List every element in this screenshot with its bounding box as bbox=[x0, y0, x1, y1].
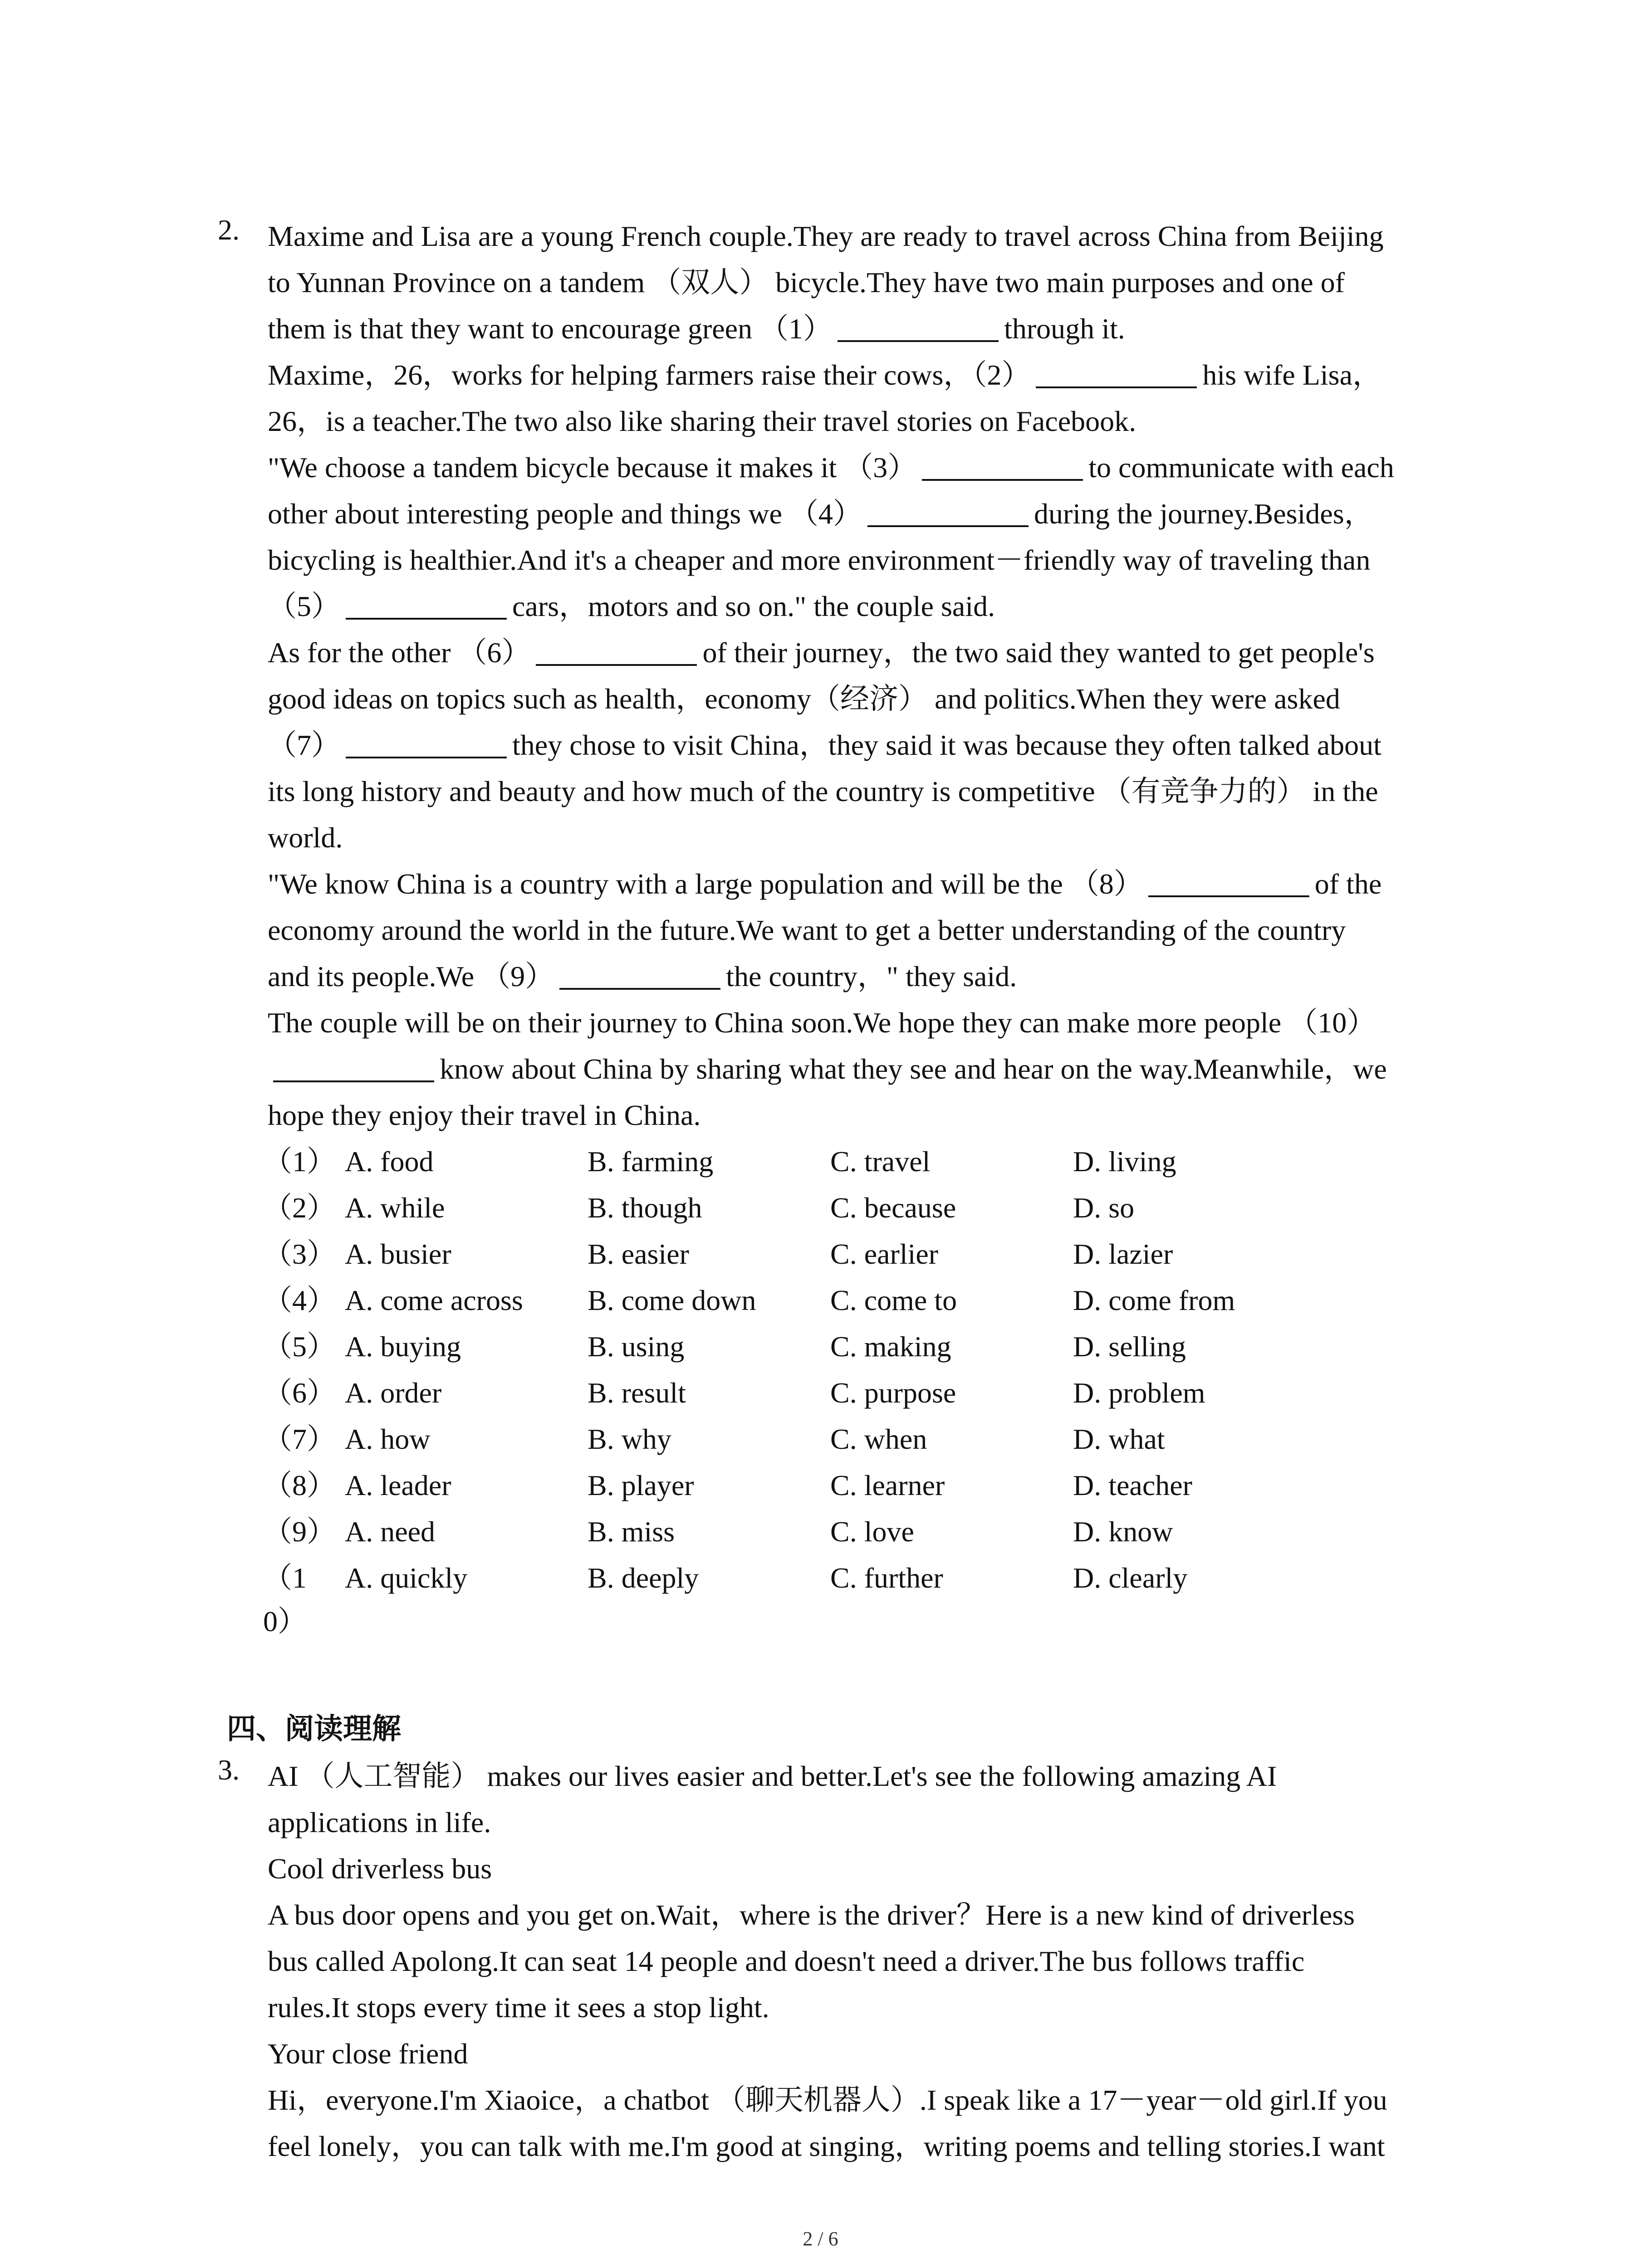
passage-line bbox=[268, 537, 1470, 583]
option-a[interactable]: A. quickly bbox=[345, 1562, 468, 1594]
passage-text: through it. bbox=[1004, 313, 1125, 345]
option-row bbox=[263, 1185, 1470, 1231]
passage-line bbox=[268, 491, 1470, 537]
passage-line bbox=[268, 630, 1470, 676]
option-row bbox=[263, 1370, 1470, 1416]
option-number: （1 bbox=[263, 1562, 307, 1594]
option-row bbox=[263, 1555, 1470, 1637]
passage-line bbox=[268, 213, 1470, 259]
option-c[interactable]: C. earlier bbox=[830, 1238, 939, 1270]
option-d[interactable]: D. living bbox=[1073, 1145, 1176, 1178]
option-row bbox=[263, 1324, 1470, 1370]
passage-text: economy around the world in the future.We want to get a better understanding of the country bbox=[268, 914, 1346, 946]
passage-text: 26，is a teacher.The two also like sharing their travel stories on Facebook. bbox=[268, 405, 1136, 437]
option-d[interactable]: D. selling bbox=[1073, 1330, 1186, 1363]
options-table bbox=[263, 1139, 1470, 1637]
option-b[interactable]: B. easier bbox=[588, 1238, 689, 1270]
passage-text: other about interesting people and things we （4） bbox=[268, 498, 862, 530]
option-a[interactable]: A. come across bbox=[345, 1284, 523, 1316]
option-d[interactable]: D. lazier bbox=[1073, 1238, 1173, 1270]
passage-text: cars，motors and so on." the couple said. bbox=[512, 590, 995, 622]
option-c[interactable]: C. making bbox=[830, 1330, 951, 1363]
option-row bbox=[263, 1509, 1470, 1555]
option-c[interactable]: C. learner bbox=[830, 1469, 945, 1501]
passage-line: A bus door opens and you get on.Wait，where is the driver？Here is a new kind of driverless bbox=[268, 1899, 1355, 1931]
passage-line bbox=[268, 722, 1470, 768]
passage bbox=[268, 1753, 1470, 2170]
passage-text: Maxime and Lisa are a young French couple.They are ready to travel across China from Beijing bbox=[268, 220, 1384, 252]
option-a[interactable]: A. need bbox=[345, 1515, 436, 1548]
option-b[interactable]: B. player bbox=[588, 1469, 694, 1501]
passage-line bbox=[268, 583, 1470, 630]
question-2 bbox=[218, 213, 1470, 1637]
option-a[interactable]: A. leader bbox=[345, 1469, 451, 1501]
passage-line: Your close friend bbox=[268, 2038, 468, 2070]
option-c[interactable]: C. because bbox=[830, 1192, 956, 1224]
option-number: （5） bbox=[263, 1330, 336, 1363]
passage-text: to Yunnan Province on a tandem （双人） bicycle.They have two main purposes and one of bbox=[268, 266, 1345, 298]
answer-blank[interactable] bbox=[536, 636, 697, 666]
passage-text: to communicate with each bbox=[1088, 451, 1394, 484]
section-heading: 四、阅读理解 bbox=[227, 1712, 401, 1746]
question-number: 3. bbox=[218, 1754, 240, 1786]
passage-line bbox=[268, 259, 1470, 306]
passage-line bbox=[268, 815, 1470, 861]
option-number: （1） bbox=[263, 1145, 336, 1178]
option-number: （6） bbox=[263, 1377, 336, 1409]
option-a[interactable]: A. while bbox=[345, 1192, 445, 1224]
passage-text: they chose to visit China，they said it was because they often talked about bbox=[512, 729, 1381, 761]
passage bbox=[268, 213, 1470, 1139]
passage-line: Hi，everyone.I'm Xiaoice，a chatbot （聊天机器人）.I speak like a 17－year－old girl.If you bbox=[268, 2084, 1387, 2116]
passage-text: them is that they want to encourage green （1） bbox=[268, 313, 833, 345]
passage-line bbox=[268, 1092, 1470, 1139]
option-d[interactable]: D. teacher bbox=[1073, 1469, 1192, 1501]
passage-text: world. bbox=[268, 821, 343, 854]
passage-text: good ideas on topics such as health，economy（经济） and politics.When they were asked bbox=[268, 683, 1340, 715]
option-c[interactable]: C. further bbox=[830, 1562, 943, 1594]
option-d[interactable]: D. so bbox=[1073, 1192, 1135, 1224]
question-3 bbox=[218, 1753, 1470, 2170]
passage-text: As for the other （6） bbox=[268, 636, 531, 669]
answer-blank[interactable] bbox=[1036, 358, 1197, 388]
passage-text: its long history and beauty and how much of the country is competitive （有竞争力的） in the bbox=[268, 775, 1378, 807]
option-row bbox=[263, 1277, 1470, 1324]
option-b[interactable]: B. miss bbox=[588, 1515, 675, 1548]
option-d[interactable]: D. clearly bbox=[1073, 1562, 1188, 1594]
option-number: （9） bbox=[263, 1515, 336, 1548]
option-d[interactable]: D. problem bbox=[1073, 1377, 1205, 1409]
option-row bbox=[263, 1416, 1470, 1462]
option-a[interactable]: A. how bbox=[345, 1423, 431, 1455]
option-b[interactable]: B. result bbox=[588, 1377, 686, 1409]
option-number: （3） bbox=[263, 1238, 336, 1270]
option-number: （8） bbox=[263, 1469, 336, 1501]
option-row bbox=[263, 1139, 1470, 1185]
option-c[interactable]: C. come to bbox=[830, 1284, 957, 1316]
option-d[interactable]: D. know bbox=[1073, 1515, 1173, 1548]
answer-blank[interactable] bbox=[838, 312, 999, 342]
option-b[interactable]: B. though bbox=[588, 1192, 702, 1224]
passage-line bbox=[268, 861, 1470, 907]
passage-line bbox=[268, 907, 1470, 953]
option-d[interactable]: D. come from bbox=[1073, 1284, 1235, 1316]
option-row bbox=[263, 1462, 1470, 1509]
option-row bbox=[263, 1231, 1470, 1277]
passage-line: Cool driverless bus bbox=[268, 1853, 492, 1885]
option-d[interactable]: D. what bbox=[1073, 1423, 1165, 1455]
passage-text: （7） bbox=[268, 729, 340, 761]
passage-text: "We know China is a country with a large population and will be the （8） bbox=[268, 868, 1143, 900]
passage-line: applications in life. bbox=[268, 1806, 491, 1838]
passage-text: "We choose a tandem bicycle because it makes it （3） bbox=[268, 451, 917, 484]
passage-line: rules.It stops every time it sees a stop light. bbox=[268, 1991, 769, 2024]
passage-text: of their journey，the two said they wanted to get people's bbox=[702, 636, 1375, 669]
answer-blank[interactable] bbox=[346, 728, 507, 758]
passage-text: know about China by sharing what they see and hear on the way.Meanwhile，we bbox=[440, 1053, 1387, 1085]
option-number: （2） bbox=[263, 1192, 336, 1224]
answer-blank[interactable] bbox=[273, 1052, 434, 1082]
option-a[interactable]: A. food bbox=[345, 1145, 434, 1178]
passage-text: his wife Lisa， bbox=[1202, 359, 1381, 391]
passage-line bbox=[268, 953, 1470, 1000]
answer-blank[interactable] bbox=[559, 960, 720, 990]
page-number: 2 / 6 bbox=[803, 2228, 838, 2250]
option-c[interactable]: C. purpose bbox=[830, 1377, 956, 1409]
option-b[interactable]: B. deeply bbox=[588, 1562, 699, 1594]
passage-text: The couple will be on their journey to China soon.We hope they can make more people （10） bbox=[268, 1007, 1376, 1039]
option-a[interactable]: A. busier bbox=[345, 1238, 451, 1270]
option-a[interactable]: A. order bbox=[345, 1377, 442, 1409]
passage-text: Maxime，26，works for helping farmers raise their cows，（2） bbox=[268, 359, 1031, 391]
answer-blank[interactable] bbox=[1148, 867, 1309, 897]
passage-line bbox=[268, 306, 1470, 352]
option-number-wrap: 0） bbox=[263, 1605, 307, 1637]
answer-blank[interactable] bbox=[922, 451, 1083, 481]
passage-text: of the bbox=[1314, 868, 1382, 900]
option-number: （4） bbox=[263, 1284, 336, 1316]
passage-line bbox=[268, 676, 1470, 722]
passage-line bbox=[268, 445, 1470, 491]
option-number: （7） bbox=[263, 1423, 336, 1455]
option-c[interactable]: C. travel bbox=[830, 1145, 931, 1178]
passage-text: and its people.We （9） bbox=[268, 960, 554, 992]
passage-line: AI （人工智能） makes our lives easier and better.Let's see the following amazing AI bbox=[268, 1760, 1277, 1792]
answer-blank[interactable] bbox=[346, 590, 507, 620]
passage-text: bicycling is healthier.And it's a cheaper and more environment－friendly way of traveling than bbox=[268, 544, 1371, 576]
passage-line bbox=[268, 1046, 1470, 1092]
passage-line bbox=[268, 398, 1470, 445]
passage-text: the country，" they said. bbox=[726, 960, 1017, 992]
question-number: 2. bbox=[218, 214, 240, 246]
passage-line bbox=[268, 352, 1470, 398]
option-c[interactable]: C. when bbox=[830, 1423, 927, 1455]
option-a[interactable]: A. buying bbox=[345, 1330, 461, 1363]
passage-line: feel lonely，you can talk with me.I'm good at singing，writing poems and telling stories.I want bbox=[268, 2130, 1385, 2162]
passage-line: bus called Apolong.It can seat 14 people and doesn't need a driver.The bus follows traffic bbox=[268, 1945, 1305, 1977]
answer-blank[interactable] bbox=[867, 497, 1029, 527]
option-b[interactable]: B. why bbox=[588, 1423, 671, 1455]
option-b[interactable]: B. farming bbox=[588, 1145, 714, 1178]
passage-text: （5） bbox=[268, 590, 340, 622]
passage-text: hope they enjoy their travel in China. bbox=[268, 1099, 701, 1131]
passage-line bbox=[268, 1000, 1470, 1046]
passage-line bbox=[268, 768, 1470, 815]
option-c[interactable]: C. love bbox=[830, 1515, 914, 1548]
option-b[interactable]: B. come down bbox=[588, 1284, 756, 1316]
option-b[interactable]: B. using bbox=[588, 1330, 685, 1363]
passage-text: during the journey.Besides， bbox=[1034, 498, 1373, 530]
